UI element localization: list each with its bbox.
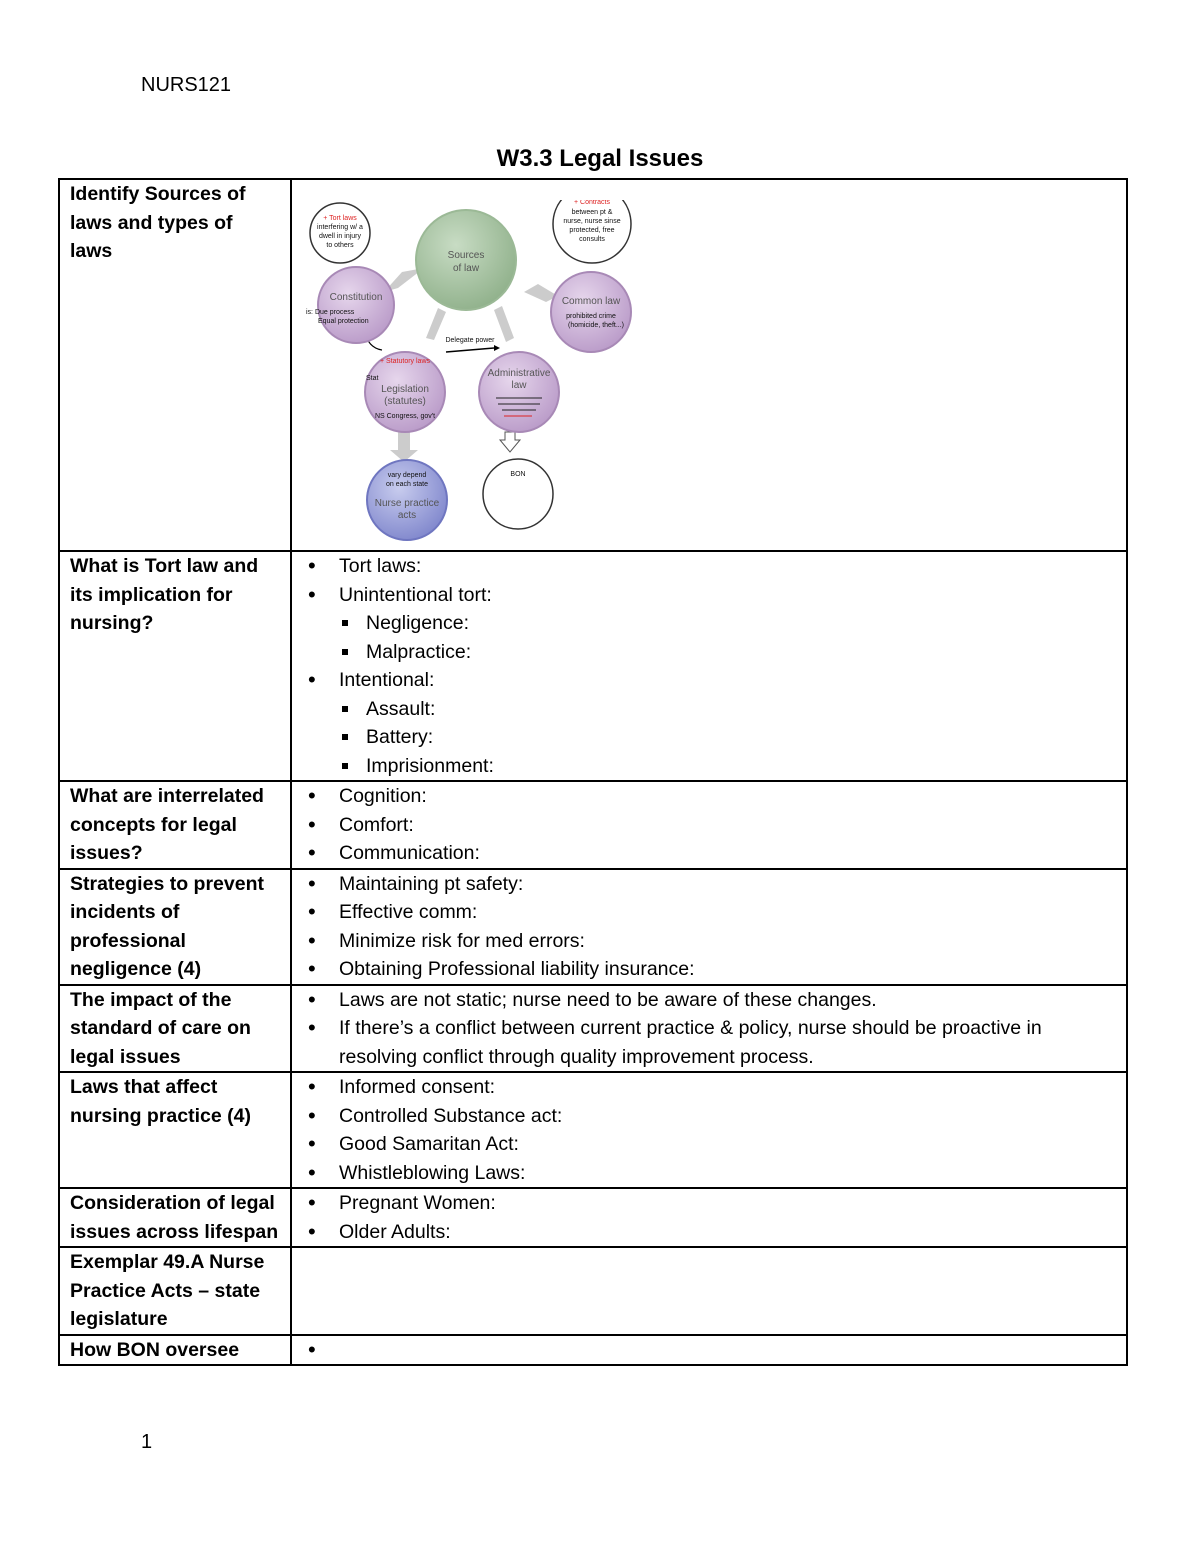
stat-label: Stat: [366, 375, 379, 382]
answer-cell: [291, 1335, 1127, 1366]
arrow-to-administrative: [494, 306, 514, 342]
bullet-item: [302, 986, 1116, 1015]
table-row: [59, 1188, 1127, 1247]
bullet-text: Laws are not static; nurse need to be aware of these changes.: [339, 988, 877, 1011]
common-law-note-1: prohibited crime: [566, 313, 616, 320]
table-row: [59, 1247, 1127, 1335]
answer-cell: [291, 1247, 1127, 1335]
bullet-list: [302, 986, 1116, 1072]
answer-cell: [291, 869, 1127, 985]
tort-note-2: interfering w/ a: [317, 224, 363, 231]
legislation-label-1: Legislation: [381, 384, 429, 395]
sub-bullet-item: Imprisionment:: [302, 752, 1116, 781]
answer-cell: [291, 1188, 1127, 1247]
contracts-note-1: + Contracts: [574, 200, 610, 206]
sources-of-law-diagram: [306, 200, 646, 545]
common-law-node: [551, 272, 631, 352]
arrow-to-bon: [500, 432, 520, 452]
bullet-item: [302, 581, 1116, 610]
statutory-note: + Statutory laws: [380, 358, 430, 365]
question-cell: Consideration of legal issues across lifespan: [59, 1188, 291, 1247]
bon-node: [483, 459, 553, 529]
table-row: [59, 551, 1127, 781]
bullet-item: [302, 1189, 1116, 1218]
bullet-text: Unintentional tort:: [339, 583, 492, 606]
answer-cell: [291, 781, 1127, 869]
sub-bullet-item: Malpractice:: [302, 638, 1116, 667]
bullet-list: [302, 1073, 1116, 1187]
question-cell: How BON oversee: [59, 1335, 291, 1366]
bullet-item: [302, 782, 1116, 811]
table-row: [59, 1072, 1127, 1188]
center-label-1: Sources: [447, 250, 485, 261]
bullet-item: [302, 870, 1116, 899]
contracts-note-4: protected, free: [569, 227, 615, 234]
administrative-label-1: Administrative: [487, 368, 551, 379]
tort-note-3: dwell in injury: [318, 233, 362, 240]
document-title: W3.3 Legal Issues: [496, 145, 704, 172]
bullet-text: Cognition:: [339, 785, 427, 807]
sub-bullet-item: Assault:: [302, 695, 1116, 724]
contracts-note-2: between pt &: [571, 209, 613, 216]
arrow-to-legislation: [426, 308, 446, 340]
bullet-item: [302, 552, 1116, 581]
bullet-text: Older Adults:: [339, 1220, 451, 1243]
common-law-label: Common law: [561, 296, 621, 307]
bullet-text: Maintaining pt safety:: [339, 872, 524, 895]
sub-bullet-list: [302, 609, 1116, 666]
bullet-list: [302, 1189, 1116, 1246]
constitution-label: Constitution: [329, 292, 383, 303]
legislation-label-2: (statutes): [384, 396, 426, 407]
bullet-list: [302, 552, 1116, 780]
common-law-note-2: (homicide, theft...): [567, 322, 625, 329]
bullet-item: [302, 666, 1116, 695]
sub-bullet-list: [302, 695, 1116, 781]
table-row: [59, 179, 1127, 551]
question-cell: Laws that affect nursing practice (4): [59, 1072, 291, 1188]
bullet-item: [302, 927, 1116, 956]
nurse-practice-note-2: on each state: [385, 481, 429, 488]
question-cell: What are interrelated concepts for legal issues?: [59, 781, 291, 869]
bullet-list: [302, 782, 1116, 868]
sources-of-law-diagram-cell: [291, 179, 1127, 551]
bullet-text: Obtaining Professional liability insurance:: [339, 958, 695, 980]
bullet-text: Controlled Substance act:: [339, 1104, 563, 1127]
bullet-item: [302, 811, 1116, 840]
table-row: [59, 1335, 1127, 1366]
table-row: [59, 781, 1127, 869]
course-code: NURS121: [141, 74, 232, 96]
bullet-text: Tort laws:: [339, 555, 422, 577]
arrow-delegate-power: [446, 348, 494, 352]
bullet-item: [302, 1102, 1116, 1131]
bullet-item: [302, 1218, 1116, 1247]
answer-cell: [291, 1072, 1127, 1188]
constitution-note-1: is: Due process: [306, 309, 355, 316]
answer-cell: [291, 985, 1127, 1073]
bullet-text: Comfort:: [339, 813, 414, 836]
bullet-item: [302, 898, 1116, 927]
bullet-text: If there’s a conflict between current practice & policy, nurse should be proactive in resolving conflict through quality improvement process.: [339, 1017, 1042, 1068]
administrative-law-node: [479, 352, 559, 432]
bullet-text: Minimize risk for med errors:: [339, 929, 585, 952]
bullet-list: [302, 870, 1116, 984]
bullet-item: [302, 1130, 1116, 1159]
answer-cell: [291, 551, 1127, 781]
question-cell: Strategies to prevent incidents of professional negligence (4): [59, 869, 291, 985]
question-cell: The impact of the standard of care on legal issues: [59, 985, 291, 1073]
administrative-label-2: law: [511, 380, 527, 391]
legislation-note: NS Congress, gov't: [374, 413, 436, 420]
contracts-note-3: nurse, nurse sinse: [563, 218, 621, 225]
bullet-item: [302, 955, 1116, 984]
tort-note-4: to others: [326, 242, 354, 249]
bullet-text: Effective comm:: [339, 901, 478, 923]
bullet-text: Intentional:: [339, 669, 435, 691]
legal-issues-table: [58, 178, 1128, 1366]
bullet-text: Communication:: [339, 842, 480, 864]
constitution-note-2: Equal protection: [318, 318, 369, 325]
bullet-text: Pregnant Women:: [339, 1192, 496, 1214]
nurse-practice-note-1: vary depend: [387, 472, 427, 479]
bullet-item: [302, 1014, 1116, 1071]
bullet-text: Good Samaritan Act:: [339, 1133, 519, 1155]
bullet-text: Whistleblowing Laws:: [339, 1161, 526, 1184]
sub-bullet-item: Battery:: [302, 723, 1116, 752]
bon-label: BON: [510, 471, 526, 478]
question-cell: Identify Sources of laws and types of laws: [59, 179, 291, 551]
center-label-2: of law: [452, 263, 480, 274]
bullet-item: [302, 1073, 1116, 1102]
delegate-power-note: Delegate power: [445, 337, 495, 344]
table-row: [59, 985, 1127, 1073]
page-number: 1: [141, 1431, 153, 1453]
arrow-to-nurse-practice: [390, 432, 418, 462]
sub-bullet-item: Negligence:: [302, 609, 1116, 638]
nurse-practice-label-2: acts: [397, 510, 417, 521]
contracts-note-5: consults: [579, 236, 605, 243]
bullet-text: Informed consent:: [339, 1076, 496, 1098]
tort-note-1: + Tort laws: [323, 215, 357, 222]
bullet-item: [302, 1159, 1116, 1188]
bullet-item: [302, 839, 1116, 868]
question-cell: What is Tort law and its implication for nursing?: [59, 551, 291, 781]
table-row: [59, 869, 1127, 985]
nurse-practice-label-1: Nurse practice: [374, 498, 440, 509]
constitution-node: [318, 267, 394, 343]
question-cell: Exemplar 49.A Nurse Practice Acts – state legislature: [59, 1247, 291, 1335]
